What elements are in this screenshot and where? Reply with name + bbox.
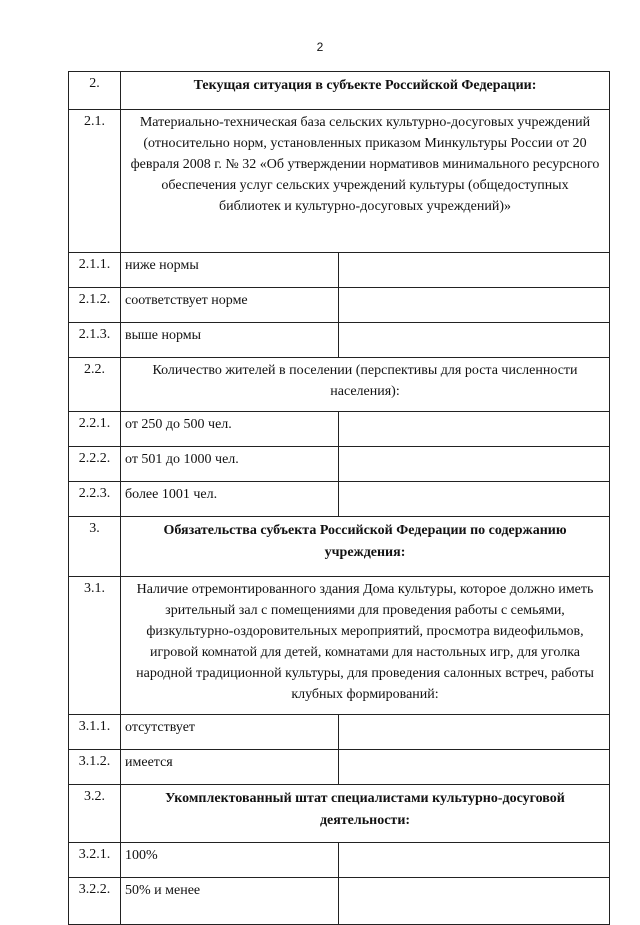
option-row-3-1-1 [69, 715, 610, 750]
row-number: 3.2.2. [69, 878, 121, 925]
row-number: 3.1. [69, 577, 121, 715]
option-row-2-1-3 [69, 323, 610, 358]
option-row-2-1-2 [69, 288, 610, 323]
option-label: более 1001 чел. [121, 482, 339, 517]
section-row-2-1 [69, 110, 610, 253]
row-number: 3. [69, 517, 121, 577]
row-number: 3.1.1. [69, 715, 121, 750]
row-number: 2.2.3. [69, 482, 121, 517]
row-number: 2.2. [69, 358, 121, 412]
option-value-cell[interactable] [339, 843, 610, 878]
section-row-3 [69, 517, 610, 577]
row-number: 3.1.2. [69, 750, 121, 785]
row-number: 2.1.3. [69, 323, 121, 358]
section-description: Наличие отремонтированного здания Дома культуры, которое должно иметь зрительный зал с помещениями для проведения работы с семьями, физкультурно-оздоровительных мероприятий, просмотра видеофильмов, игровой комнатой для детей, комнатами для настольных игр, для уголка народной традиционной культуры, для проведения салонных встреч, работы клубных формирований: [121, 577, 610, 715]
section-row-3-2 [69, 785, 610, 843]
option-row-2-2-2 [69, 447, 610, 482]
row-number: 2.2.2. [69, 447, 121, 482]
row-number: 2.1. [69, 110, 121, 253]
option-row-3-2-1 [69, 843, 610, 878]
option-row-3-1-2 [69, 750, 610, 785]
section-row-3-1 [69, 577, 610, 715]
option-value-cell[interactable] [339, 253, 610, 288]
option-value-cell[interactable] [339, 715, 610, 750]
option-label: ниже нормы [121, 253, 339, 288]
option-value-cell[interactable] [339, 412, 610, 447]
section-heading: Текущая ситуация в субъекте Российской Федерации: [121, 72, 610, 110]
form-table [68, 71, 610, 925]
row-number: 2. [69, 72, 121, 110]
option-label: соответствует норме [121, 288, 339, 323]
section-heading: Укомплектованный штат специалистами культурно-досуговой деятельности: [121, 785, 610, 843]
row-number: 2.2.1. [69, 412, 121, 447]
row-number: 2.1.1. [69, 253, 121, 288]
option-label: имеется [121, 750, 339, 785]
row-number: 2.1.2. [69, 288, 121, 323]
section-heading: Обязательства субъекта Российской Федерации по содержанию учреждения: [121, 517, 610, 577]
option-label: отсутствует [121, 715, 339, 750]
row-number: 3.2. [69, 785, 121, 843]
option-label: от 501 до 1000 чел. [121, 447, 339, 482]
option-label: 100% [121, 843, 339, 878]
option-row-2-2-3 [69, 482, 610, 517]
option-row-3-2-2 [69, 878, 610, 925]
option-value-cell[interactable] [339, 482, 610, 517]
option-row-2-1-1 [69, 253, 610, 288]
row-number: 3.2.1. [69, 843, 121, 878]
section-row-2-2 [69, 358, 610, 412]
option-value-cell[interactable] [339, 447, 610, 482]
option-value-cell[interactable] [339, 288, 610, 323]
page-number: 2 [316, 40, 324, 54]
option-value-cell[interactable] [339, 878, 610, 925]
option-row-2-2-1 [69, 412, 610, 447]
option-value-cell[interactable] [339, 750, 610, 785]
option-value-cell[interactable] [339, 323, 610, 358]
option-label: выше нормы [121, 323, 339, 358]
section-description: Количество жителей в поселении (перспективы для роста численности населения): [121, 358, 610, 412]
option-label: от 250 до 500 чел. [121, 412, 339, 447]
section-row-2 [69, 72, 610, 110]
section-description: Материально-техническая база сельских культурно-досуговых учреждений (относительно норм, установленных приказом Минкультуры России от 20 февраля 2008 г. № 32 «Об утверждении нормативов минимального ресурсного обеспечения услуг сельских учреждений культуры (общедоступных библиотек и культурно-досуговых учреждений)» [121, 110, 610, 253]
option-label: 50% и менее [121, 878, 339, 925]
